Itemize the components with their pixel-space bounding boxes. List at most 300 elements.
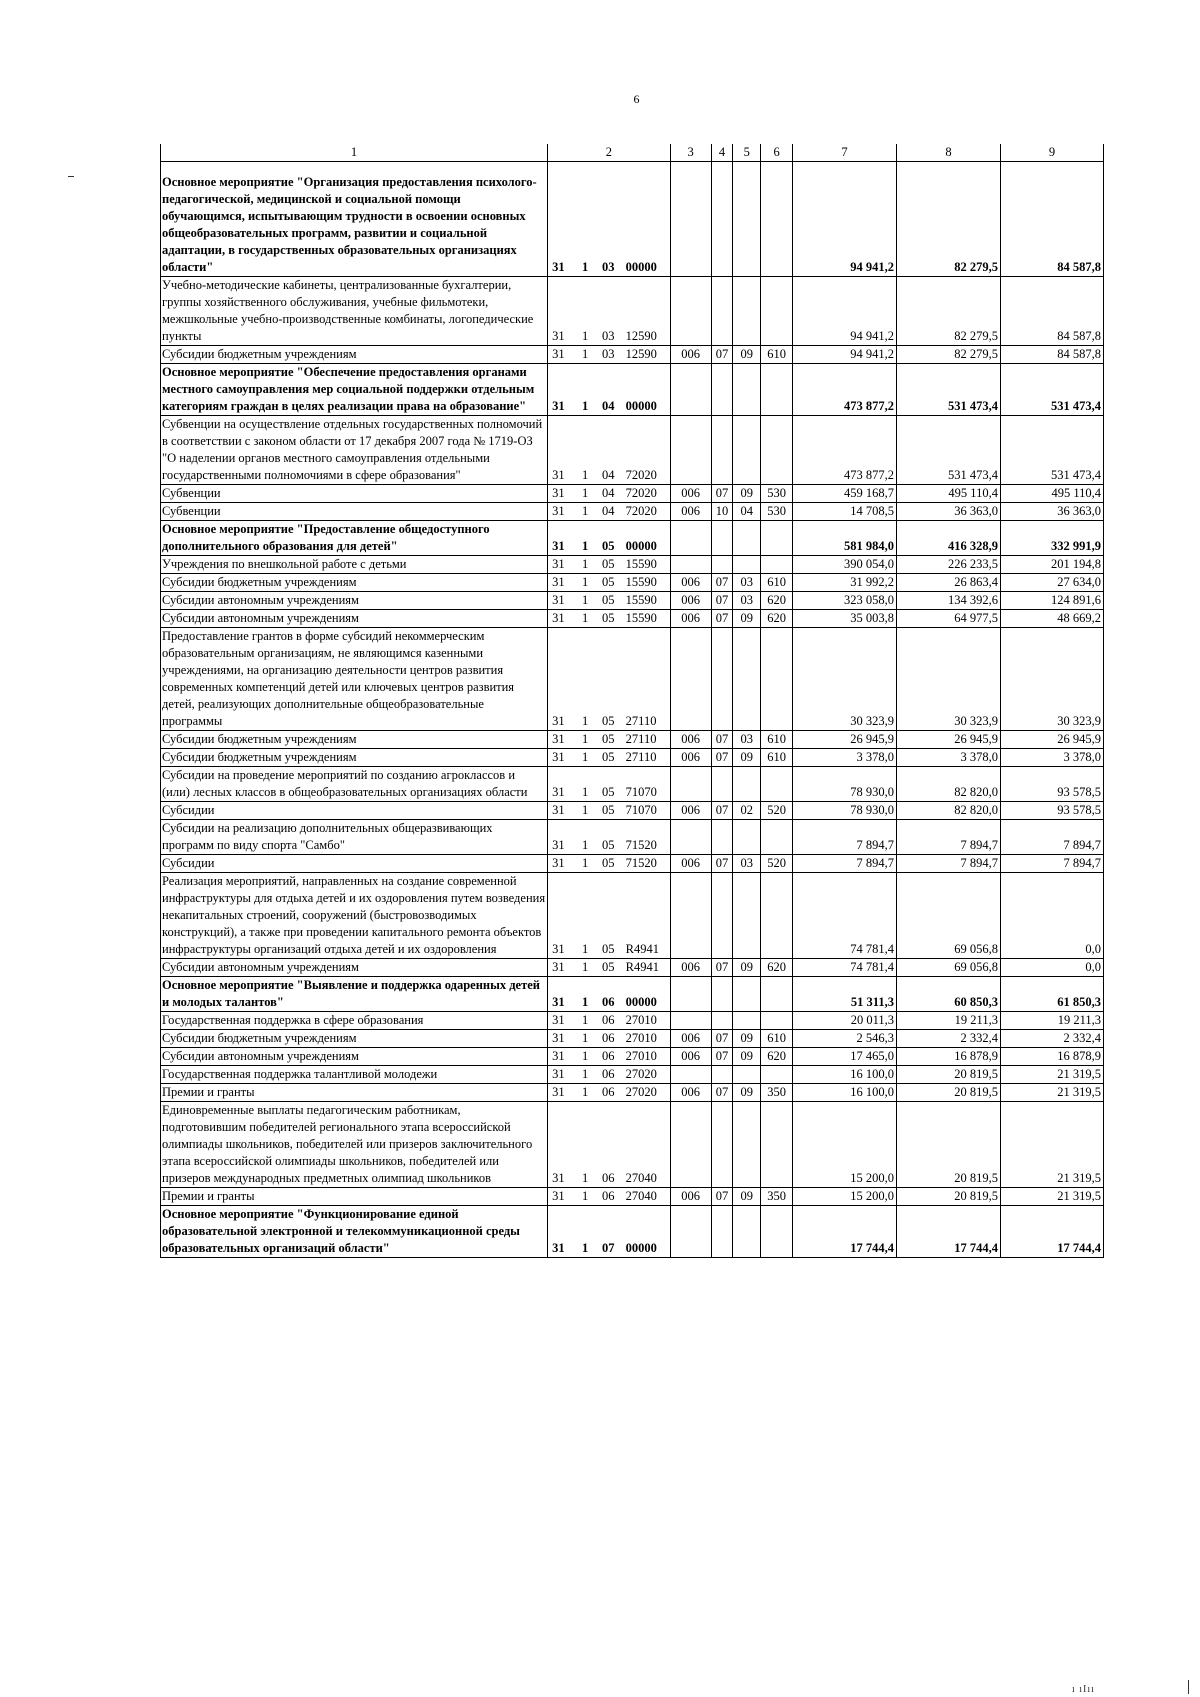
amount-col-8: 20 819,5 (896, 1084, 1000, 1102)
expense-type-code: 350 (761, 1188, 793, 1206)
table-row (161, 628, 1104, 731)
scan-marks: ı ıIıı (1072, 1684, 1095, 1695)
code-subprogram: 1 (575, 364, 595, 416)
margin-tick-mark (68, 176, 74, 177)
code-program: 31 (548, 610, 576, 628)
subsection-code (733, 628, 761, 731)
amount-col-7: 16 100,0 (793, 1066, 897, 1084)
code-event: 03 (595, 174, 622, 277)
amount-col-8: 19 211,3 (896, 1012, 1000, 1030)
code-program: 31 (548, 1048, 576, 1066)
amount-col-9: 21 319,5 (1000, 1066, 1103, 1084)
section-code: 07 (711, 574, 733, 592)
section-code (711, 820, 733, 855)
amount-col-8: 82 820,0 (896, 802, 1000, 820)
header-col-7: 7 (793, 144, 897, 162)
amount-col-8: 20 819,5 (896, 1066, 1000, 1084)
subsection-code: 03 (733, 592, 761, 610)
code-program: 31 (548, 574, 576, 592)
subsection-code (733, 820, 761, 855)
subsection-code (733, 873, 761, 959)
amount-col-8: 2 332,4 (896, 1030, 1000, 1048)
code-event: 05 (595, 610, 622, 628)
row-name: Государственная поддержка в сфере образования (161, 1012, 548, 1030)
code-subprogram: 1 (575, 174, 595, 277)
code-event: 06 (595, 1102, 622, 1188)
row-name: Премии и гранты (161, 1188, 548, 1206)
ministry-code (670, 820, 711, 855)
amount-col-8: 20 819,5 (896, 1102, 1000, 1188)
table-row (161, 485, 1104, 503)
header-col-2: 2 (548, 144, 670, 162)
section-code: 07 (711, 731, 733, 749)
code-event: 04 (595, 364, 622, 416)
code-direction: 12590 (622, 346, 670, 364)
page-edge-mark (1188, 1680, 1189, 1694)
row-name: Субсидии бюджетным учреждениям (161, 346, 548, 364)
expense-type-code (761, 628, 793, 731)
ministry-code: 006 (670, 959, 711, 977)
code-subprogram: 1 (575, 767, 595, 802)
code-event: 05 (595, 731, 622, 749)
section-code: 07 (711, 346, 733, 364)
section-code (711, 977, 733, 1012)
subsection-code: 03 (733, 731, 761, 749)
code-event: 05 (595, 959, 622, 977)
code-program: 31 (548, 1102, 576, 1188)
amount-col-8: 16 878,9 (896, 1048, 1000, 1066)
subsection-code (733, 364, 761, 416)
code-program: 31 (548, 521, 576, 556)
expense-type-code: 610 (761, 1030, 793, 1048)
row-name: Учреждения по внешкольной работе с детьми (161, 556, 548, 574)
ministry-code: 006 (670, 1030, 711, 1048)
code-event: 05 (595, 628, 622, 731)
code-direction: 00000 (622, 521, 670, 556)
ministry-code (670, 556, 711, 574)
row-name: Субсидии (161, 855, 548, 873)
code-program: 31 (548, 1206, 576, 1258)
code-direction: 00000 (622, 977, 670, 1012)
code-subprogram: 1 (575, 1030, 595, 1048)
section-code: 07 (711, 610, 733, 628)
amount-col-9: 84 587,8 (1000, 277, 1103, 346)
row-name: Субсидии бюджетным учреждениям (161, 1030, 548, 1048)
code-direction: 27110 (622, 628, 670, 731)
amount-col-9: 30 323,9 (1000, 628, 1103, 731)
amount-col-8: 82 279,5 (896, 174, 1000, 277)
code-subprogram: 1 (575, 277, 595, 346)
ministry-code (670, 1066, 711, 1084)
expense-type-code: 620 (761, 1048, 793, 1066)
amount-col-9: 93 578,5 (1000, 767, 1103, 802)
subsection-code: 09 (733, 1030, 761, 1048)
amount-col-9: 0,0 (1000, 873, 1103, 959)
amount-col-9: 36 363,0 (1000, 503, 1103, 521)
table-row (161, 174, 1104, 277)
code-direction: 27040 (622, 1102, 670, 1188)
code-event: 06 (595, 1188, 622, 1206)
table-row (161, 556, 1104, 574)
code-direction: 27010 (622, 1012, 670, 1030)
expense-type-code: 610 (761, 574, 793, 592)
code-subprogram: 1 (575, 959, 595, 977)
amount-col-7: 74 781,4 (793, 959, 897, 977)
code-subprogram: 1 (575, 731, 595, 749)
amount-col-8: 82 279,5 (896, 277, 1000, 346)
amount-col-9: 201 194,8 (1000, 556, 1103, 574)
amount-col-8: 82 820,0 (896, 767, 1000, 802)
code-event: 06 (595, 1084, 622, 1102)
code-event: 06 (595, 1048, 622, 1066)
code-event: 05 (595, 556, 622, 574)
code-direction: 00000 (622, 364, 670, 416)
code-direction: 15590 (622, 610, 670, 628)
ministry-code (670, 873, 711, 959)
ministry-code: 006 (670, 592, 711, 610)
amount-col-7: 74 781,4 (793, 873, 897, 959)
amount-col-7: 20 011,3 (793, 1012, 897, 1030)
amount-col-9: 19 211,3 (1000, 1012, 1103, 1030)
table-row (161, 416, 1104, 485)
subsection-code (733, 556, 761, 574)
expense-type-code (761, 174, 793, 277)
code-program: 31 (548, 959, 576, 977)
code-direction: 00000 (622, 1206, 670, 1258)
code-subprogram: 1 (575, 628, 595, 731)
row-name: Субсидии автономным учреждениям (161, 1048, 548, 1066)
amount-col-8: 7 894,7 (896, 855, 1000, 873)
section-code (711, 1102, 733, 1188)
table-row (161, 1188, 1104, 1206)
expense-type-code: 530 (761, 485, 793, 503)
amount-col-7: 94 941,2 (793, 174, 897, 277)
code-event: 04 (595, 416, 622, 485)
amount-col-9: 48 669,2 (1000, 610, 1103, 628)
code-program: 31 (548, 873, 576, 959)
amount-col-8: 531 473,4 (896, 416, 1000, 485)
amount-col-7: 35 003,8 (793, 610, 897, 628)
code-program: 31 (548, 556, 576, 574)
section-code (711, 277, 733, 346)
amount-col-8: 134 392,6 (896, 592, 1000, 610)
expense-type-code: 610 (761, 346, 793, 364)
code-direction: 15590 (622, 574, 670, 592)
ministry-code: 006 (670, 1188, 711, 1206)
subsection-code (733, 767, 761, 802)
code-program: 31 (548, 346, 576, 364)
row-name: Субсидии (161, 802, 548, 820)
row-name: Субсидии автономным учреждениям (161, 610, 548, 628)
table-row (161, 610, 1104, 628)
section-code (711, 174, 733, 277)
code-subprogram: 1 (575, 1188, 595, 1206)
code-event: 06 (595, 977, 622, 1012)
table-row (161, 277, 1104, 346)
amount-col-7: 14 708,5 (793, 503, 897, 521)
amount-col-9: 531 473,4 (1000, 416, 1103, 485)
code-direction: 71070 (622, 802, 670, 820)
amount-col-7: 16 100,0 (793, 1084, 897, 1102)
code-program: 31 (548, 628, 576, 731)
amount-col-8: 17 744,4 (896, 1206, 1000, 1258)
amount-col-7: 26 945,9 (793, 731, 897, 749)
code-event: 04 (595, 485, 622, 503)
section-code (711, 364, 733, 416)
subsection-code (733, 521, 761, 556)
amount-col-8: 69 056,8 (896, 959, 1000, 977)
expense-type-code (761, 977, 793, 1012)
code-event: 06 (595, 1066, 622, 1084)
amount-col-9: 21 319,5 (1000, 1188, 1103, 1206)
code-subprogram: 1 (575, 1084, 595, 1102)
ministry-code (670, 416, 711, 485)
table-row (161, 855, 1104, 873)
section-code: 07 (711, 485, 733, 503)
amount-col-7: 17 465,0 (793, 1048, 897, 1066)
subsection-code: 04 (733, 503, 761, 521)
row-name: Государственная поддержка талантливой молодежи (161, 1066, 548, 1084)
header-col-4: 4 (711, 144, 733, 162)
budget-table (160, 144, 1104, 1258)
code-event: 03 (595, 277, 622, 346)
code-program: 31 (548, 767, 576, 802)
amount-col-7: 7 894,7 (793, 820, 897, 855)
amount-col-9: 84 587,8 (1000, 346, 1103, 364)
amount-col-8: 495 110,4 (896, 485, 1000, 503)
code-program: 31 (548, 855, 576, 873)
amount-col-8: 531 473,4 (896, 364, 1000, 416)
amount-col-9: 0,0 (1000, 959, 1103, 977)
row-name: Учебно-методические кабинеты, централизованные бухгалтерии, группы хозяйственного обслуживания, учебные фильмотеки, межшкольные учебно-производственные комбинаты, логопедические пункты (161, 277, 548, 346)
subsection-code: 02 (733, 802, 761, 820)
amount-col-7: 78 930,0 (793, 767, 897, 802)
table-header-row (161, 144, 1104, 162)
code-subprogram: 1 (575, 521, 595, 556)
subsection-code (733, 277, 761, 346)
row-name: Основное мероприятие "Организация предоставления психолого-педагогической, медицинской и социальной помощи обучающимся, испытывающим трудности в освоении основных общеобразовательных программ, развитии и социальной адаптации, в государственных образовательных организациях области" (161, 174, 548, 277)
table-row (161, 574, 1104, 592)
header-col-9: 9 (1000, 144, 1103, 162)
code-event: 03 (595, 346, 622, 364)
row-name: Субсидии бюджетным учреждениям (161, 574, 548, 592)
table-row (161, 749, 1104, 767)
table-row (161, 503, 1104, 521)
row-name: Премии и гранты (161, 1084, 548, 1102)
expense-type-code: 530 (761, 503, 793, 521)
code-direction: 12590 (622, 277, 670, 346)
amount-col-7: 323 058,0 (793, 592, 897, 610)
expense-type-code (761, 873, 793, 959)
subsection-code: 03 (733, 855, 761, 873)
expense-type-code (761, 767, 793, 802)
expense-type-code (761, 1066, 793, 1084)
amount-col-8: 36 363,0 (896, 503, 1000, 521)
subsection-code (733, 1066, 761, 1084)
amount-col-9: 61 850,3 (1000, 977, 1103, 1012)
ministry-code (670, 1012, 711, 1030)
ministry-code: 006 (670, 802, 711, 820)
section-code (711, 521, 733, 556)
amount-col-7: 51 311,3 (793, 977, 897, 1012)
row-name: Реализация мероприятий, направленных на создание современной инфраструктуры для отдыха детей и их оздоровления путем возведения некапитальных строений, сооружений (быстровозводимых конструкций), а также при проведении капитального ремонта объектов инфраструктуры организаций отдыха детей и их оздоровления (161, 873, 548, 959)
subsection-code (733, 977, 761, 1012)
code-subprogram: 1 (575, 485, 595, 503)
amount-col-9: 124 891,6 (1000, 592, 1103, 610)
ministry-code (670, 1206, 711, 1258)
code-event: 05 (595, 802, 622, 820)
expense-type-code: 620 (761, 959, 793, 977)
header-col-3: 3 (670, 144, 711, 162)
code-subprogram: 1 (575, 503, 595, 521)
row-name: Субсидии бюджетным учреждениям (161, 731, 548, 749)
section-code: 07 (711, 959, 733, 977)
table-row (161, 820, 1104, 855)
table-row (161, 1048, 1104, 1066)
table-row (161, 592, 1104, 610)
amount-col-9: 84 587,8 (1000, 174, 1103, 277)
code-program: 31 (548, 503, 576, 521)
row-name: Субсидии бюджетным учреждениям (161, 749, 548, 767)
table-row (161, 1012, 1104, 1030)
ministry-code (670, 628, 711, 731)
amount-col-9: 332 991,9 (1000, 521, 1103, 556)
code-program: 31 (548, 364, 576, 416)
header-col-8: 8 (896, 144, 1000, 162)
amount-col-7: 473 877,2 (793, 364, 897, 416)
amount-col-9: 26 945,9 (1000, 731, 1103, 749)
section-code (711, 1012, 733, 1030)
amount-col-8: 69 056,8 (896, 873, 1000, 959)
code-program: 31 (548, 174, 576, 277)
amount-col-9: 27 634,0 (1000, 574, 1103, 592)
ministry-code: 006 (670, 855, 711, 873)
row-name: Субсидии на реализацию дополнительных общеразвивающих программ по виду спорта "Самбо" (161, 820, 548, 855)
code-direction: 27010 (622, 1030, 670, 1048)
row-name: Основное мероприятие "Предоставление общедоступного дополнительного образования для детей" (161, 521, 548, 556)
code-event: 05 (595, 749, 622, 767)
code-event: 04 (595, 503, 622, 521)
amount-col-7: 15 200,0 (793, 1102, 897, 1188)
subsection-code: 09 (733, 485, 761, 503)
subsection-code (733, 1102, 761, 1188)
amount-col-7: 2 546,3 (793, 1030, 897, 1048)
code-program: 31 (548, 1188, 576, 1206)
code-event: 06 (595, 1012, 622, 1030)
code-program: 31 (548, 277, 576, 346)
expense-type-code (761, 364, 793, 416)
code-direction: 27020 (622, 1066, 670, 1084)
amount-col-9: 21 319,5 (1000, 1102, 1103, 1188)
expense-type-code (761, 1206, 793, 1258)
section-code: 07 (711, 855, 733, 873)
section-code (711, 1066, 733, 1084)
code-subprogram: 1 (575, 1206, 595, 1258)
code-direction: 71520 (622, 820, 670, 855)
amount-col-7: 30 323,9 (793, 628, 897, 731)
row-name: Предоставление грантов в форме субсидий некоммерческим образовательным организациям, не являющимся казенными учреждениями, на организацию деятельности центров развития современных компетенций детей или ключевых центров развития детей, реализующих дополнительные общеобразовательные программы (161, 628, 548, 731)
subsection-code (733, 1206, 761, 1258)
subsection-code: 09 (733, 610, 761, 628)
code-subprogram: 1 (575, 1012, 595, 1030)
code-direction: R4941 (622, 959, 670, 977)
code-event: 05 (595, 592, 622, 610)
amount-col-7: 15 200,0 (793, 1188, 897, 1206)
section-code (711, 873, 733, 959)
code-subprogram: 1 (575, 1102, 595, 1188)
expense-type-code: 620 (761, 610, 793, 628)
table-row (161, 364, 1104, 416)
section-code (711, 628, 733, 731)
amount-col-7: 3 378,0 (793, 749, 897, 767)
section-code: 10 (711, 503, 733, 521)
amount-col-9: 16 878,9 (1000, 1048, 1103, 1066)
code-program: 31 (548, 731, 576, 749)
code-direction: 27110 (622, 731, 670, 749)
code-subprogram: 1 (575, 855, 595, 873)
code-subprogram: 1 (575, 346, 595, 364)
ministry-code (670, 277, 711, 346)
code-direction: 71520 (622, 855, 670, 873)
subsection-code: 09 (733, 959, 761, 977)
amount-col-7: 473 877,2 (793, 416, 897, 485)
table-row (161, 977, 1104, 1012)
header-spacer-row (161, 162, 1104, 174)
code-event: 05 (595, 873, 622, 959)
amount-col-8: 416 328,9 (896, 521, 1000, 556)
table-row (161, 767, 1104, 802)
amount-col-8: 64 977,5 (896, 610, 1000, 628)
ministry-code (670, 521, 711, 556)
section-code: 07 (711, 592, 733, 610)
ministry-code (670, 1102, 711, 1188)
table-row (161, 873, 1104, 959)
row-name: Субвенции (161, 503, 548, 521)
expense-type-code (761, 556, 793, 574)
code-program: 31 (548, 1066, 576, 1084)
expense-type-code (761, 1102, 793, 1188)
expense-type-code (761, 277, 793, 346)
amount-col-7: 390 054,0 (793, 556, 897, 574)
amount-col-8: 3 378,0 (896, 749, 1000, 767)
subsection-code: 09 (733, 1188, 761, 1206)
amount-col-9: 531 473,4 (1000, 364, 1103, 416)
code-subprogram: 1 (575, 873, 595, 959)
code-program: 31 (548, 1084, 576, 1102)
amount-col-9: 7 894,7 (1000, 820, 1103, 855)
ministry-code (670, 977, 711, 1012)
section-code: 07 (711, 1030, 733, 1048)
subsection-code (733, 174, 761, 277)
expense-type-code (761, 1012, 793, 1030)
expense-type-code: 350 (761, 1084, 793, 1102)
code-event: 05 (595, 574, 622, 592)
table-row (161, 959, 1104, 977)
amount-col-9: 7 894,7 (1000, 855, 1103, 873)
amount-col-7: 459 168,7 (793, 485, 897, 503)
section-code: 07 (711, 1084, 733, 1102)
amount-col-9: 93 578,5 (1000, 802, 1103, 820)
code-direction: 27020 (622, 1084, 670, 1102)
code-subprogram: 1 (575, 749, 595, 767)
code-direction: 27040 (622, 1188, 670, 1206)
amount-col-9: 17 744,4 (1000, 1206, 1103, 1258)
expense-type-code: 620 (761, 592, 793, 610)
expense-type-code: 610 (761, 749, 793, 767)
header-col-5: 5 (733, 144, 761, 162)
code-direction: 71070 (622, 767, 670, 802)
amount-col-7: 7 894,7 (793, 855, 897, 873)
